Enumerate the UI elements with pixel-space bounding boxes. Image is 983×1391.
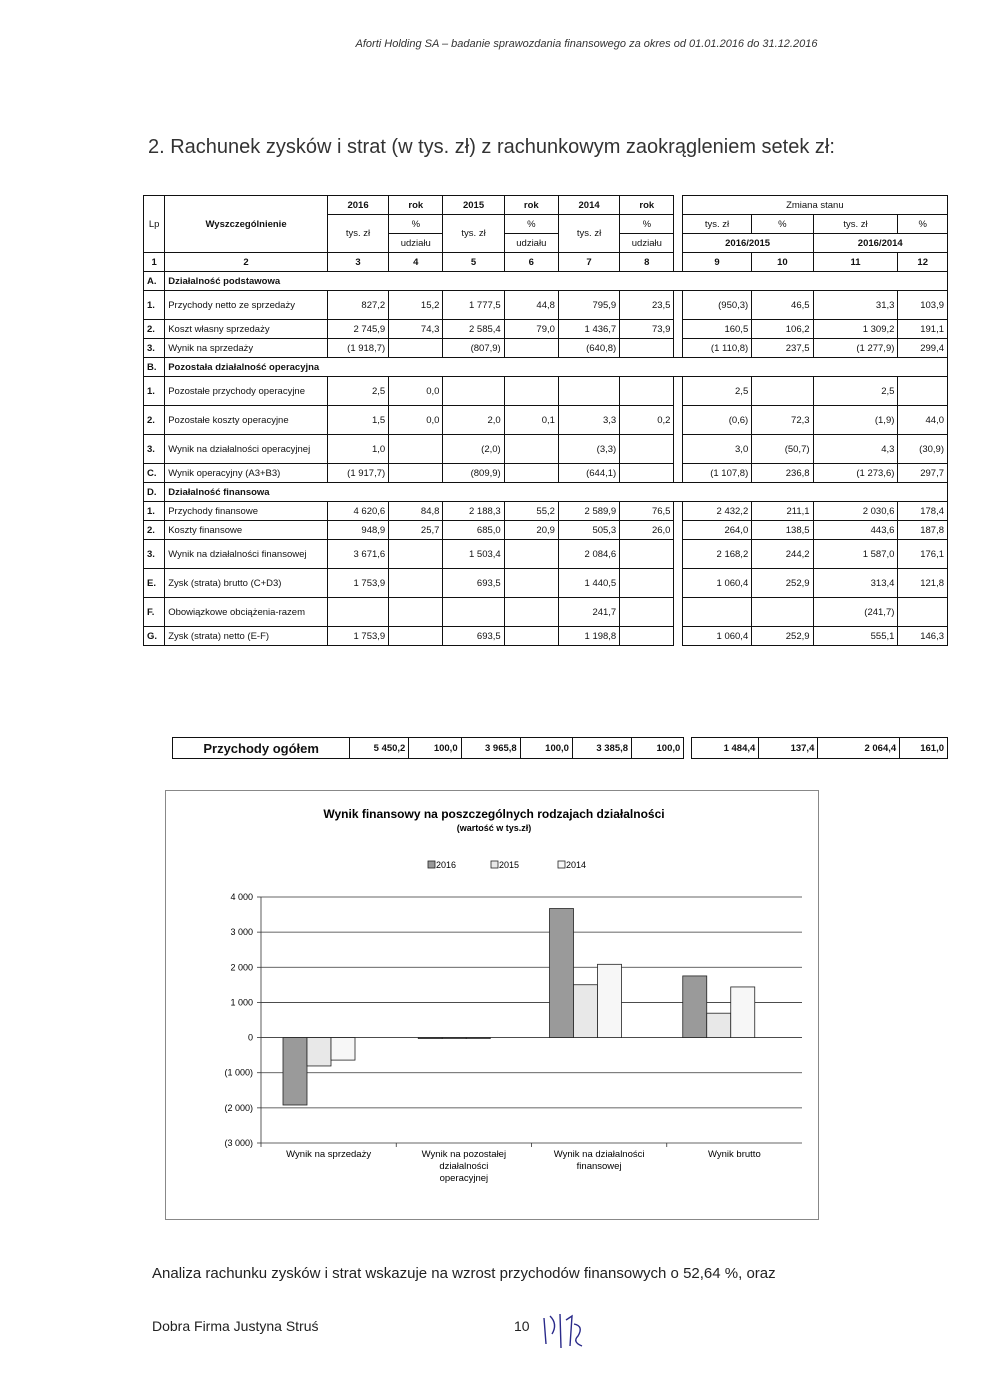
value-cell: 4 620,6 xyxy=(327,502,388,521)
legend-entry: 2014 xyxy=(566,860,587,870)
column-number: 1 xyxy=(144,253,165,272)
value-cell: 23,5 xyxy=(620,291,674,320)
value-cell xyxy=(443,377,504,406)
table-row xyxy=(144,627,948,646)
total-cell: 137,4 xyxy=(759,738,818,759)
bar xyxy=(707,1013,731,1037)
value-cell: 2 168,2 xyxy=(682,540,752,569)
value-cell: 44,0 xyxy=(898,406,948,435)
legend-swatch xyxy=(558,861,565,868)
pct-header: % xyxy=(752,215,813,234)
row-lp: B. xyxy=(144,358,165,377)
value-cell: 0,0 xyxy=(389,377,443,406)
row-description: Przychody finansowe xyxy=(165,502,328,521)
value-cell xyxy=(504,627,558,646)
value-cell: 46,5 xyxy=(752,291,813,320)
row-lp: 3. xyxy=(144,435,165,464)
value-cell: 20,9 xyxy=(504,521,558,540)
year-2015-header: 2015 xyxy=(443,196,504,215)
value-cell: 264,0 xyxy=(682,521,752,540)
value-cell: 2 745,9 xyxy=(327,320,388,339)
bar xyxy=(598,964,622,1037)
value-cell xyxy=(620,540,674,569)
table-row xyxy=(144,569,948,598)
row-description: Działalność podstawowa xyxy=(165,272,948,291)
bar xyxy=(466,1038,490,1039)
y-tick-label: 3 000 xyxy=(230,927,253,938)
value-cell: (3,3) xyxy=(558,435,619,464)
column-number: 8 xyxy=(620,253,674,272)
total-cell: 3 965,8 xyxy=(461,738,520,759)
value-cell xyxy=(682,598,752,627)
x-category-label: finansowej xyxy=(576,1161,622,1172)
bar xyxy=(418,1038,442,1039)
change-header: Zmiana stanu xyxy=(682,196,947,215)
value-cell xyxy=(620,435,674,464)
column-number: 12 xyxy=(898,253,948,272)
value-cell: (1 917,7) xyxy=(327,464,388,483)
bar xyxy=(307,1038,331,1066)
value-cell: 948,9 xyxy=(327,521,388,540)
y-tick-label: 1 000 xyxy=(230,997,253,1008)
row-description: Pozostałe koszty operacyjne xyxy=(165,406,328,435)
column-number: 11 xyxy=(813,253,898,272)
total-cell: 100,0 xyxy=(520,738,572,759)
value-cell: 443,6 xyxy=(813,521,898,540)
row-description: Koszt własny sprzedaży xyxy=(165,320,328,339)
row-lp: 3. xyxy=(144,540,165,569)
column-number: 5 xyxy=(443,253,504,272)
value-cell: 138,5 xyxy=(752,521,813,540)
value-cell: 795,9 xyxy=(558,291,619,320)
row-lp: G. xyxy=(144,627,165,646)
value-cell: 1 503,4 xyxy=(443,540,504,569)
value-cell: 2 589,9 xyxy=(558,502,619,521)
value-cell: 1 440,5 xyxy=(558,569,619,598)
value-cell: 3 671,6 xyxy=(327,540,388,569)
total-cell: 1 484,4 xyxy=(692,738,759,759)
legend-swatch xyxy=(428,861,435,868)
tys-header: tys. zł xyxy=(813,215,898,234)
value-cell: 2 084,6 xyxy=(558,540,619,569)
value-cell: (1,9) xyxy=(813,406,898,435)
section-row xyxy=(144,272,948,291)
tys-header: tys. zł xyxy=(558,215,619,253)
row-description: Pozostałe przychody operacyjne xyxy=(165,377,328,406)
value-cell: 2,5 xyxy=(813,377,898,406)
value-cell: 176,1 xyxy=(898,540,948,569)
tys-header: tys. zł xyxy=(443,215,504,253)
value-cell: 76,5 xyxy=(620,502,674,521)
total-cell: 161,0 xyxy=(900,738,948,759)
value-cell: (2,0) xyxy=(443,435,504,464)
value-cell xyxy=(504,464,558,483)
value-cell: (644,1) xyxy=(558,464,619,483)
value-cell: 1 060,4 xyxy=(682,627,752,646)
section-row xyxy=(144,483,948,502)
page-number: 10 xyxy=(514,1318,530,1334)
row-description: Przychody netto ze sprzedaży xyxy=(165,291,328,320)
table-row xyxy=(144,291,948,320)
row-description: Wynik operacyjny (A3+B3) xyxy=(165,464,328,483)
value-cell: 505,3 xyxy=(558,521,619,540)
table-row xyxy=(144,435,948,464)
value-cell: 211,1 xyxy=(752,502,813,521)
value-cell: 1 753,9 xyxy=(327,569,388,598)
row-description: Zysk (strata) netto (E-F) xyxy=(165,627,328,646)
value-cell: 2,5 xyxy=(327,377,388,406)
value-cell: 72,3 xyxy=(752,406,813,435)
bar xyxy=(550,909,574,1038)
value-cell: 55,2 xyxy=(504,502,558,521)
value-cell: 106,2 xyxy=(752,320,813,339)
value-cell: 3,0 xyxy=(682,435,752,464)
value-cell: 2 188,3 xyxy=(443,502,504,521)
row-lp: D. xyxy=(144,483,165,502)
x-category-label: działalności xyxy=(439,1161,489,1172)
period-2016-2015-header: 2016/2015 xyxy=(682,234,813,253)
value-cell: 121,8 xyxy=(898,569,948,598)
value-cell: 1 777,5 xyxy=(443,291,504,320)
value-cell: 1,0 xyxy=(327,435,388,464)
value-cell xyxy=(620,464,674,483)
value-cell xyxy=(389,464,443,483)
value-cell xyxy=(752,377,813,406)
value-cell: 685,0 xyxy=(443,521,504,540)
value-cell: (809,9) xyxy=(443,464,504,483)
footer-company: Dobra Firma Justyna Struś xyxy=(152,1318,319,1334)
value-cell: 0,2 xyxy=(620,406,674,435)
row-lp: 1. xyxy=(144,502,165,521)
bar xyxy=(731,987,755,1038)
row-description: Koszty finansowe xyxy=(165,521,328,540)
rok-header: rok xyxy=(389,196,443,215)
value-cell xyxy=(620,627,674,646)
value-cell: (1 107,8) xyxy=(682,464,752,483)
share-header: udziału xyxy=(389,234,443,253)
result-chart xyxy=(165,790,819,1220)
section-title: 2. Rachunek zysków i strat (w tys. zł) z rachunkowym zaokrągleniem setek zł: xyxy=(148,136,835,158)
table-row xyxy=(144,502,948,521)
value-cell: 15,2 xyxy=(389,291,443,320)
chart-title: Wynik finansowy na poszczególnych rodzajach działalności xyxy=(323,807,665,821)
value-cell: 1 587,0 xyxy=(813,540,898,569)
value-cell: 178,4 xyxy=(898,502,948,521)
value-cell xyxy=(504,435,558,464)
legend-swatch xyxy=(491,861,498,868)
table-row xyxy=(144,464,948,483)
column-number: 9 xyxy=(682,253,752,272)
value-cell: (1 273,6) xyxy=(813,464,898,483)
row-lp: 1. xyxy=(144,291,165,320)
value-cell: 0,1 xyxy=(504,406,558,435)
value-cell: 1 060,4 xyxy=(682,569,752,598)
y-tick-label: 4 000 xyxy=(230,892,253,902)
document-header: Aforti Holding SA – badanie sprawozdania finansowego za okres od 01.01.2016 do 31.12.2016 xyxy=(355,38,818,50)
value-cell: 26,0 xyxy=(620,521,674,540)
desc-header: Wyszczególnienie xyxy=(165,196,328,253)
row-lp: 3. xyxy=(144,339,165,358)
row-lp: C. xyxy=(144,464,165,483)
bar xyxy=(283,1038,307,1105)
value-cell: (30,9) xyxy=(898,435,948,464)
rok-header: rok xyxy=(504,196,558,215)
value-cell: (1 277,9) xyxy=(813,339,898,358)
row-lp: 2. xyxy=(144,521,165,540)
value-cell xyxy=(504,540,558,569)
value-cell: 244,2 xyxy=(752,540,813,569)
value-cell: 237,5 xyxy=(752,339,813,358)
row-lp: F. xyxy=(144,598,165,627)
x-category-label: Wynik na działalności xyxy=(553,1149,645,1160)
value-cell: 313,4 xyxy=(813,569,898,598)
value-cell: (807,9) xyxy=(443,339,504,358)
value-cell: 1,5 xyxy=(327,406,388,435)
x-category-label: Wynik na sprzedaży xyxy=(286,1149,372,1160)
total-cell: 100,0 xyxy=(409,738,461,759)
value-cell: 2,0 xyxy=(443,406,504,435)
x-category-label: Wynik na pozostałej xyxy=(421,1149,507,1160)
value-cell: 297,7 xyxy=(898,464,948,483)
table-row xyxy=(144,540,948,569)
bar xyxy=(442,1038,466,1039)
value-cell: 2 030,6 xyxy=(813,502,898,521)
bar xyxy=(574,985,598,1038)
pct-header: % xyxy=(898,215,948,234)
total-cell: 2 064,4 xyxy=(818,738,900,759)
value-cell: 4,3 xyxy=(813,435,898,464)
value-cell xyxy=(443,598,504,627)
y-tick-label: 0 xyxy=(247,1032,253,1043)
row-lp: 2. xyxy=(144,320,165,339)
value-cell: 0,0 xyxy=(389,406,443,435)
value-cell xyxy=(620,339,674,358)
value-cell: (50,7) xyxy=(752,435,813,464)
value-cell xyxy=(389,339,443,358)
value-cell xyxy=(504,377,558,406)
value-cell: 191,1 xyxy=(898,320,948,339)
value-cell: 160,5 xyxy=(682,320,752,339)
column-number: 6 xyxy=(504,253,558,272)
table-row xyxy=(144,406,948,435)
value-cell xyxy=(504,598,558,627)
row-description: Zysk (strata) brutto (C+D3) xyxy=(165,569,328,598)
value-cell: (950,3) xyxy=(682,291,752,320)
value-cell: 236,8 xyxy=(752,464,813,483)
row-description: Wynik na sprzedaży xyxy=(165,339,328,358)
analysis-text: Analiza rachunku zysków i strat wskazuje na wzrost przychodów finansowych o 52,64 %, oraz xyxy=(152,1265,776,1282)
table-row xyxy=(144,339,948,358)
value-cell xyxy=(389,540,443,569)
column-number: 2 xyxy=(165,253,328,272)
y-tick-label: (3 000) xyxy=(224,1138,253,1148)
column-number: 3 xyxy=(327,253,388,272)
column-number: 10 xyxy=(752,253,813,272)
pct-header: % xyxy=(504,215,558,234)
value-cell xyxy=(898,377,948,406)
value-cell xyxy=(752,598,813,627)
y-tick-label: 2 000 xyxy=(230,962,253,973)
value-cell: (0,6) xyxy=(682,406,752,435)
y-tick-label: (1 000) xyxy=(224,1067,253,1078)
value-cell xyxy=(558,377,619,406)
value-cell xyxy=(389,435,443,464)
value-cell xyxy=(620,377,674,406)
tys-header: tys. zł xyxy=(327,215,388,253)
value-cell xyxy=(389,569,443,598)
value-cell: 25,7 xyxy=(389,521,443,540)
value-cell: 299,4 xyxy=(898,339,948,358)
table-row xyxy=(144,598,948,627)
total-cell: 3 385,8 xyxy=(572,738,631,759)
value-cell: 2 432,2 xyxy=(682,502,752,521)
total-cell: 5 450,2 xyxy=(350,738,409,759)
rok-header: rok xyxy=(620,196,674,215)
lp-header: Lp xyxy=(144,196,165,253)
bar xyxy=(331,1038,355,1061)
value-cell: 1 753,9 xyxy=(327,627,388,646)
value-cell: 146,3 xyxy=(898,627,948,646)
legend-entry: 2015 xyxy=(499,860,520,870)
legend-entry: 2016 xyxy=(436,860,457,870)
value-cell xyxy=(389,598,443,627)
value-cell: 693,5 xyxy=(443,569,504,598)
row-description: Wynik na działalności operacyjnej xyxy=(165,435,328,464)
total-revenue-label: Przychody ogółem xyxy=(173,738,350,759)
value-cell: 827,2 xyxy=(327,291,388,320)
column-number: 7 xyxy=(558,253,619,272)
value-cell: 252,9 xyxy=(752,569,813,598)
value-cell: (1 918,7) xyxy=(327,339,388,358)
value-cell: 3,3 xyxy=(558,406,619,435)
share-header: udziału xyxy=(620,234,674,253)
value-cell: 1 436,7 xyxy=(558,320,619,339)
value-cell: 2 585,4 xyxy=(443,320,504,339)
income-statement-table xyxy=(143,195,948,646)
value-cell xyxy=(620,598,674,627)
period-2016-2014-header: 2016/2014 xyxy=(813,234,947,253)
table-row xyxy=(144,377,948,406)
value-cell: (241,7) xyxy=(813,598,898,627)
row-description: Wynik na działalności finansowej xyxy=(165,540,328,569)
value-cell: 2,5 xyxy=(682,377,752,406)
value-cell: 252,9 xyxy=(752,627,813,646)
handwritten-initials xyxy=(538,1306,598,1356)
column-number: 4 xyxy=(389,253,443,272)
value-cell: 73,9 xyxy=(620,320,674,339)
chart-subtitle: (wartość w tys.zł) xyxy=(456,823,532,833)
row-lp: 1. xyxy=(144,377,165,406)
value-cell xyxy=(504,339,558,358)
value-cell: 693,5 xyxy=(443,627,504,646)
value-cell xyxy=(898,598,948,627)
x-category-label: Wynik brutto xyxy=(708,1149,761,1160)
pct-header: % xyxy=(389,215,443,234)
value-cell: 79,0 xyxy=(504,320,558,339)
table-row xyxy=(144,320,948,339)
value-cell: 241,7 xyxy=(558,598,619,627)
value-cell: (1 110,8) xyxy=(682,339,752,358)
row-description: Pozostała działalność operacyjna xyxy=(165,358,948,377)
pct-header: % xyxy=(620,215,674,234)
year-2016-header: 2016 xyxy=(327,196,388,215)
row-lp: 2. xyxy=(144,406,165,435)
total-cell: 100,0 xyxy=(632,738,684,759)
value-cell xyxy=(620,569,674,598)
row-description: Działalność finansowa xyxy=(165,483,948,502)
tys-header: tys. zł xyxy=(682,215,752,234)
value-cell: 84,8 xyxy=(389,502,443,521)
value-cell: 187,8 xyxy=(898,521,948,540)
value-cell: 103,9 xyxy=(898,291,948,320)
section-row xyxy=(144,358,948,377)
row-lp: E. xyxy=(144,569,165,598)
value-cell xyxy=(327,598,388,627)
row-lp: A. xyxy=(144,272,165,291)
value-cell: (640,8) xyxy=(558,339,619,358)
table-row xyxy=(144,521,948,540)
value-cell: 31,3 xyxy=(813,291,898,320)
x-category-label: operacyjnej xyxy=(439,1173,489,1184)
value-cell xyxy=(389,627,443,646)
y-tick-label: (2 000) xyxy=(224,1102,253,1113)
total-revenue-table xyxy=(172,737,948,759)
value-cell: 1 309,2 xyxy=(813,320,898,339)
year-2014-header: 2014 xyxy=(558,196,619,215)
value-cell: 555,1 xyxy=(813,627,898,646)
row-description: Obowiązkowe obciążenia-razem xyxy=(165,598,328,627)
value-cell: 44,8 xyxy=(504,291,558,320)
value-cell: 74,3 xyxy=(389,320,443,339)
value-cell: 1 198,8 xyxy=(558,627,619,646)
share-header: udziału xyxy=(504,234,558,253)
value-cell xyxy=(504,569,558,598)
result-chart-svg xyxy=(166,791,818,1219)
bar xyxy=(683,976,707,1038)
